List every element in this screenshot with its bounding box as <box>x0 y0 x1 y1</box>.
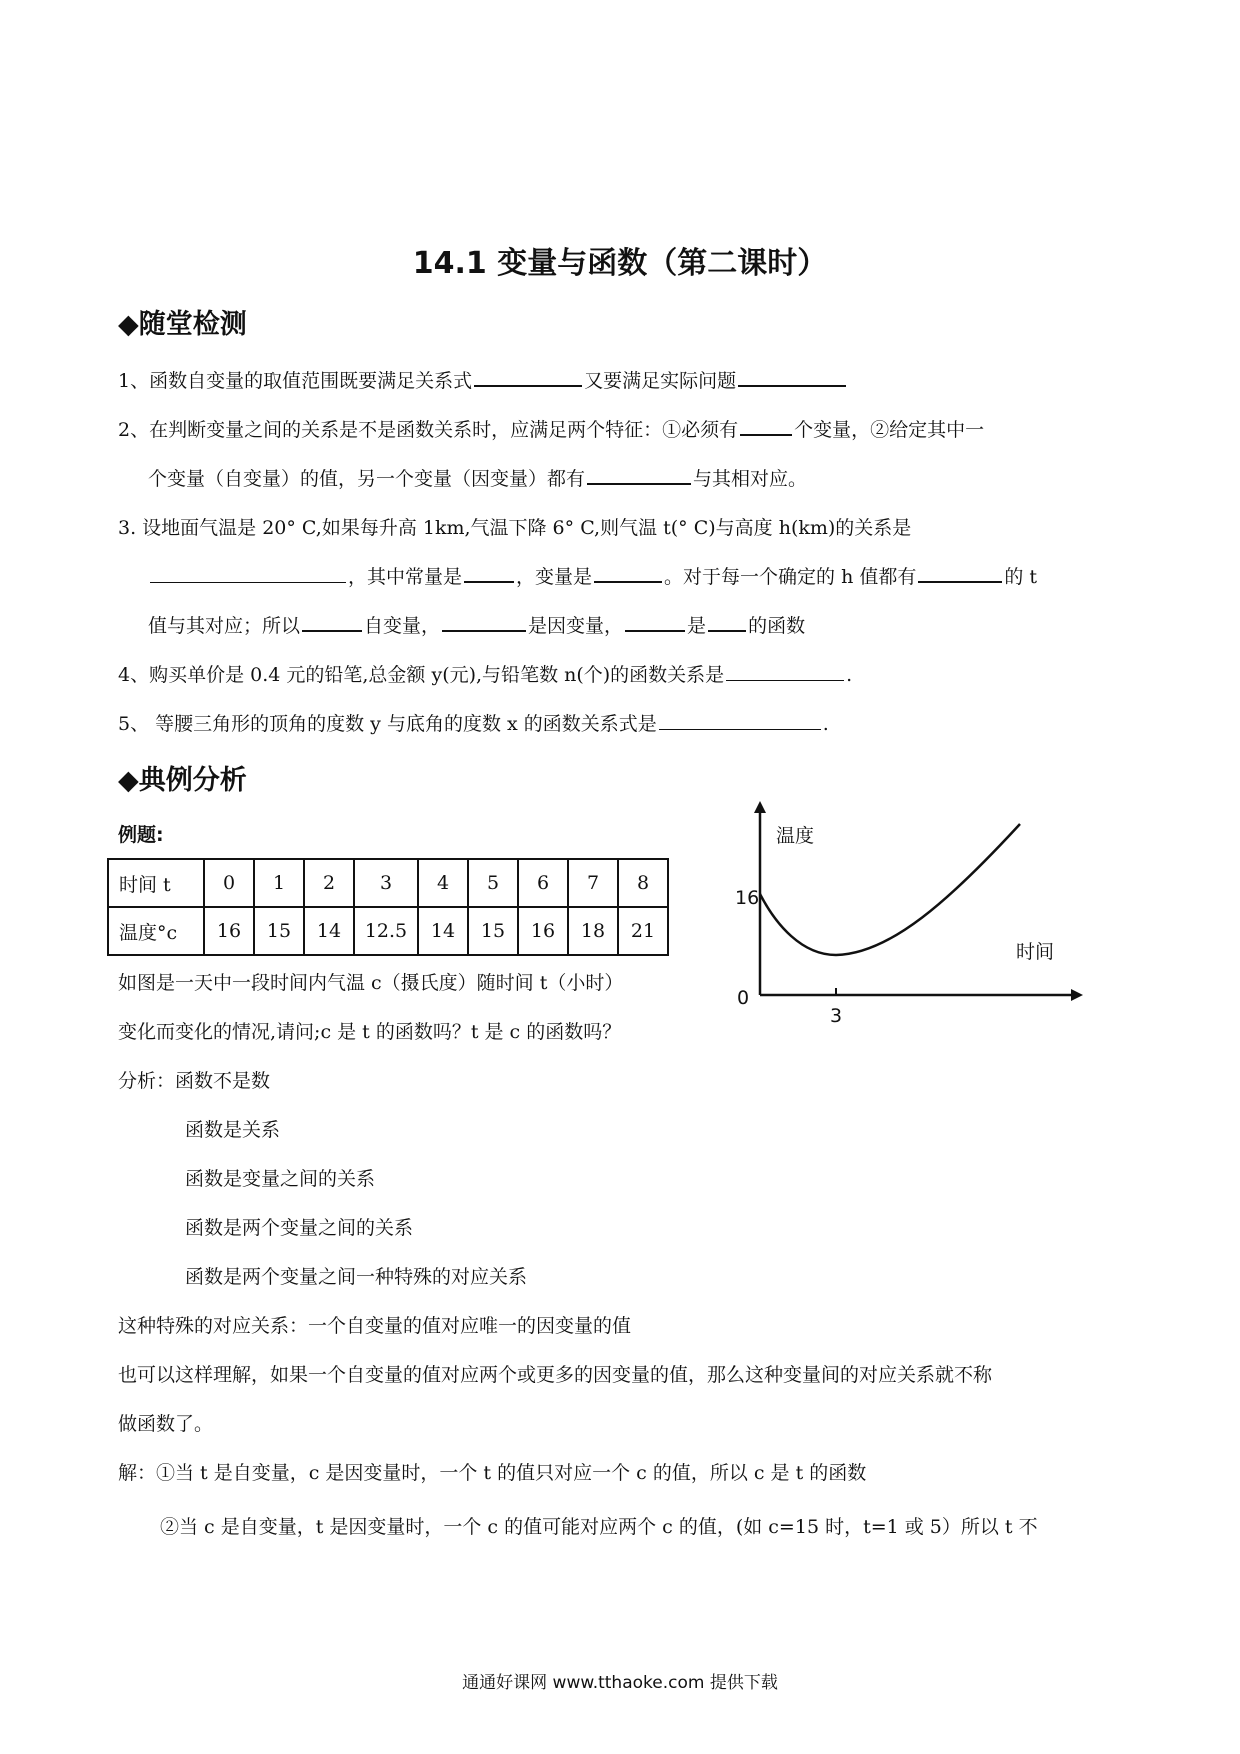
solution-line: ②当 c 是自变量，t 是因变量时，一个 c 的值可能对应两个 c 的值，(如 c=15 时，t=1 或 5）所以 t 不 <box>160 1516 1038 1538</box>
answer-blank[interactable] <box>442 629 526 632</box>
y-axis-label: 温度 <box>776 825 815 847</box>
answer-blank[interactable] <box>726 679 844 681</box>
answer-blank[interactable] <box>587 482 691 485</box>
table-cell: 15 <box>254 907 304 955</box>
x-tick-label: 3 <box>830 1005 843 1027</box>
analysis-line: 函数是两个变量之间的关系 <box>185 1217 414 1239</box>
page-title: 14.1 变量与函数（第二课时） <box>412 246 828 281</box>
table-cell: 16 <box>204 907 254 955</box>
answer-blank[interactable] <box>738 384 846 387</box>
paragraph: 这种特殊的对应关系：一个自变量的值对应唯一的因变量的值 <box>118 1315 632 1337</box>
question-2-line-2: 个变量（自变量）的值，另一个变量（因变量）都有 与其相对应。 <box>148 468 808 490</box>
example-description-2: 变化而变化的情况,请问;c 是 t 的函数吗？t 是 c 的函数吗？ <box>118 1021 622 1043</box>
table-header-cell: 时间 t <box>108 859 204 907</box>
table-cell: 6 <box>518 859 568 907</box>
table-row <box>108 907 668 955</box>
y-tick-label: 16 <box>735 887 760 909</box>
table-cell: 15 <box>468 907 518 955</box>
answer-blank[interactable] <box>625 629 685 632</box>
table-cell: 3 <box>354 859 418 907</box>
section-heading-examples: ◆典例分析 <box>118 765 247 796</box>
table-cell: 21 <box>618 907 668 955</box>
table-cell: 1 <box>254 859 304 907</box>
analysis-label: 分析：函数不是数 <box>118 1070 271 1092</box>
question-1: 1、函数自变量的取值范围既要满足关系式 又要满足实际问题 <box>118 366 848 393</box>
analysis-line: 函数是两个变量之间一种特殊的对应关系 <box>185 1266 528 1288</box>
answer-blank[interactable] <box>659 728 821 730</box>
table-cell: 4 <box>418 859 468 907</box>
question-3-line-2: ，其中常量是 ，变量是 。对于每一个确定的 h 值都有 的 t <box>148 562 1037 589</box>
answer-blank[interactable] <box>474 384 582 387</box>
table-cell: 14 <box>304 907 354 955</box>
section-heading-check: ◆随堂检测 <box>118 309 247 340</box>
question-2-line-1: 2、在判断变量之间的关系是不是函数关系时，应满足两个特征：①必须有 个变量，②给定其中一 <box>118 419 985 441</box>
x-axis-label: 时间 <box>1016 941 1055 963</box>
temperature-graph <box>700 780 1090 1050</box>
example-label: 例题: <box>118 824 164 846</box>
table-cell: 2 <box>304 859 354 907</box>
paragraph: 也可以这样理解，如果一个自变量的值对应两个或更多的因变量的值，那么这种变量间的对应关系就不称 <box>118 1364 993 1386</box>
table-cell: 18 <box>568 907 618 955</box>
table-cell: 14 <box>418 907 468 955</box>
table-cell: 5 <box>468 859 518 907</box>
answer-blank[interactable] <box>918 580 1002 583</box>
paragraph: 做函数了。 <box>118 1413 214 1435</box>
analysis-line: 函数是关系 <box>185 1119 281 1141</box>
table-cell: 16 <box>518 907 568 955</box>
question-3-line-3: 值与其对应；所以 自变量， 是因变量， 是 的函数 <box>148 615 806 637</box>
table-cell: 7 <box>568 859 618 907</box>
origin-label: 0 <box>737 987 750 1009</box>
question-5: 5、 等腰三角形的顶角的度数 y 与底角的度数 x 的函数关系式是 . <box>118 713 829 735</box>
temperature-table <box>107 858 669 956</box>
answer-blank[interactable] <box>464 580 514 583</box>
footer: 通通好课网 www.tthaoke.com 提供下载 <box>462 1673 778 1693</box>
solution-line: 解：①当 t 是自变量，c 是因变量时，一个 t 的值只对应一个 c 的值，所以 c 是 t 的函数 <box>118 1462 867 1484</box>
example-description-1: 如图是一天中一段时间内气温 c（摄氏度）随时间 t（小时） <box>118 972 624 994</box>
answer-blank[interactable] <box>740 433 792 436</box>
table-cell: 12.5 <box>354 907 418 955</box>
answer-blank[interactable] <box>150 581 346 583</box>
table-header-cell: 温度°c <box>108 907 204 955</box>
analysis-line: 函数是变量之间的关系 <box>185 1168 376 1190</box>
table-cell: 8 <box>618 859 668 907</box>
question-4: 4、购买单价是 0.4 元的铅笔,总金额 y(元),与铅笔数 n(个)的函数关系是 . <box>118 664 853 686</box>
table-row <box>108 859 668 907</box>
answer-blank[interactable] <box>302 629 362 632</box>
answer-blank[interactable] <box>594 580 662 583</box>
table-cell: 0 <box>204 859 254 907</box>
question-3-line-1: 3. 设地面气温是 20° C,如果每升高 1km,气温下降 6° C,则气温 t(° C)与高度 h(km)的关系是 <box>118 517 912 539</box>
answer-blank[interactable] <box>708 629 746 632</box>
